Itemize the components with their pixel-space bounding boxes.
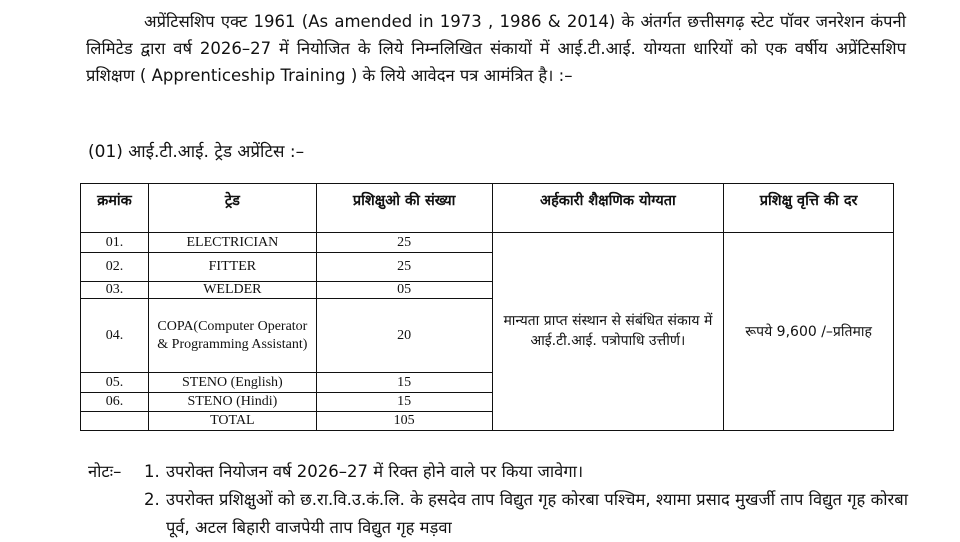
- note-item: [88, 486, 908, 542]
- trade-table: [80, 183, 894, 431]
- header-trade: ट्रेड: [148, 184, 316, 233]
- total-blank: [81, 411, 149, 430]
- row-count: 25: [316, 232, 492, 252]
- row-sno: 06.: [81, 393, 149, 411]
- notes-block: [88, 458, 908, 542]
- row-count: 20: [316, 299, 492, 372]
- header-count: प्रशिक्षुओ की संख्या: [316, 184, 492, 233]
- row-trade: ELECTRICIAN: [148, 232, 316, 252]
- row-trade: STENO (English): [148, 372, 316, 392]
- stipend-cell: रूपये 9,600 /–प्रतिमाह: [724, 232, 894, 430]
- header-qualification: अर्हकारी शैक्षणिक योग्यता: [492, 184, 724, 233]
- header-stipend: प्रशिक्षु वृत्ति की दर: [724, 184, 894, 233]
- row-trade: COPA(Computer Operator & Programming Assistant): [148, 299, 316, 372]
- note-number: 1.: [144, 462, 160, 481]
- row-sno: 02.: [81, 253, 149, 282]
- row-count: 25: [316, 253, 492, 282]
- table-header-row: [81, 184, 894, 233]
- note-text: उपरोक्त नियोजन वर्ष 2026–27 में रिक्त होने वाले पर किया जावेगा।: [166, 462, 584, 481]
- row-count: 15: [316, 372, 492, 392]
- row-count: 05: [316, 281, 492, 298]
- row-count: 15: [316, 393, 492, 411]
- note-text: उपरोक्त प्रशिक्षुओं को छ.रा.वि.उ.कं.लि. के हसदेव ताप विद्युत गृह कोरबा पश्चिम, श्यामा प्रसाद मुखर्जी ताप विद्युत गृह कोरबा पूर्व, अटल बिहारी वाजपेयी ताप विद्युत गृह मड़वा: [166, 490, 908, 537]
- row-trade: WELDER: [148, 281, 316, 298]
- table-row: [81, 232, 894, 252]
- note-item: [88, 458, 908, 486]
- intro-paragraph: अप्रेंटिसशिप एक्ट 1961 (As amended in 1973 , 1986 & 2014) के अंतर्गत छत्तीसगढ़ स्टेट पॉवर जनरेशन कंपनी लिमिटेड द्वारा वर्ष 2026–27 में नियोजित के लिये निम्नलिखित संकायों में आई.टी.आई. योग्यता धारियों को एक वर्षीय अप्रेंटिसशिप प्रशिक्षण ( Apprenticeship Training ) के लिये आवेदन पत्र आमंत्रित है। :–: [86, 12, 906, 85]
- note-number: 2.: [144, 490, 160, 509]
- total-label: TOTAL: [148, 411, 316, 430]
- row-sno: 04.: [81, 299, 149, 372]
- header-sno: क्रमांक: [81, 184, 149, 233]
- row-sno: 01.: [81, 232, 149, 252]
- row-trade: STENO (Hindi): [148, 393, 316, 411]
- row-sno: 05.: [81, 372, 149, 392]
- section-title: (01) आई.टी.आई. ट्रेड अप्रेंटिस :–: [88, 142, 305, 162]
- total-value: 105: [316, 411, 492, 430]
- qualification-cell: मान्यता प्राप्त संस्थान से संबंधित संकाय में आई.टी.आई. पत्रोपाधि उत्तीर्ण।: [492, 232, 724, 430]
- notes-label: नोटः–: [88, 462, 122, 481]
- row-trade: FITTER: [148, 253, 316, 282]
- row-sno: 03.: [81, 281, 149, 298]
